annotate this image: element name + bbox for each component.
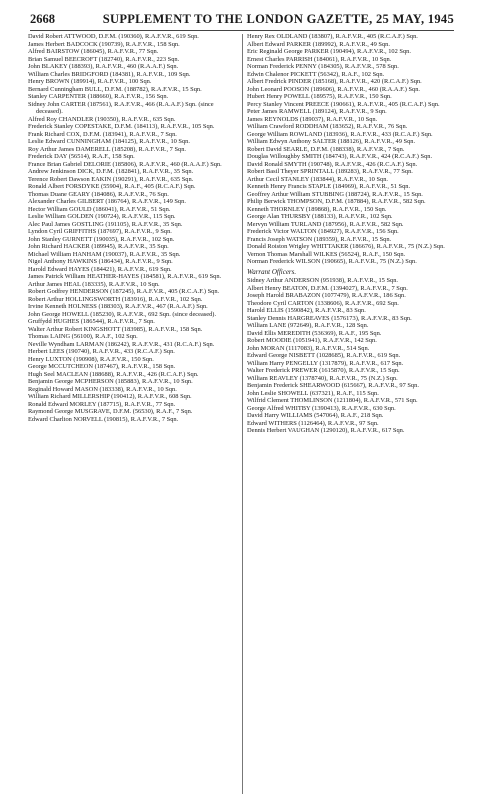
list-entry: Henry LUXTON (190908), R.A.F.V.R., 150 Sqn.	[28, 355, 154, 363]
list-entry: John MORAN (1117083), R.A.F.V.R., 514 Sqn.	[247, 344, 370, 352]
list-entry: Douglas Willoughby SMITH (184743), R.A.F.V.R., 424 (R.C.A.F.) Sqn.	[247, 153, 433, 160]
list-entry: Roy Arthur James DAMERELL (185208), R.A.F.V.R., 7 Sqn.	[28, 145, 187, 153]
page-header	[30, 12, 454, 32]
list-entry: Henry Rex OLDLAND (183807), R.A.F.V.R., 405 (R.C.A.F.) Sqn.	[247, 33, 418, 40]
list-entry: Alfred BAIRSTOW (186045), R.A.F.V.R., 77 Sqn.	[28, 48, 159, 55]
list-entry: Benjamin Frederick SHEARWOOD (615667), R.A.F.V.R., 97 Sqn.	[247, 382, 419, 389]
list-entry: Stanley CARPENTER (188660), R.A.F.V.R., 156 Sqn.	[28, 93, 169, 100]
list-entry: Harold ELLIS (1590842), R.A.F.V.R., 83 Sqn.	[247, 307, 366, 314]
list-entry: Robert David SEARLE, D.F.M. (188338), R.A.F.V.R., 7 Sqn.	[247, 145, 405, 153]
list-entry: John Stanley GURNETT (190035), R.A.F.V.R., 102 Sqn.	[28, 235, 175, 243]
list-entry: Andrew Jenkinson DICK, D.F.M. (182841), R.A.F.V.R., 35 Sqn.	[28, 168, 194, 175]
list-entry: John Richard HACKER (189945), R.A.F.V.R., 35 Sqn.	[28, 243, 169, 250]
list-entry: Wilfrid Clement THOMLINSON (1211804), R.A.F.V.R., 571 Sqn.	[247, 397, 418, 404]
list-entry: David Robert ATTWOOD, D.F.M. (190360), R.A.F.V.R., 619 Sqn.	[28, 33, 199, 40]
list-entry: Norman Frederick PENNY (184305), R.A.F.V.R., 578 Sqn.	[247, 63, 399, 70]
list-entry: Sidney Arthur ANDERSON (951938), R.A.F.V.R., 15 Sqn.	[247, 277, 398, 284]
list-entry: David Harry WILLIAMS (547064), R.A.F., 218 Sqn.	[247, 412, 384, 419]
list-entry: Theodore Cyril CARTON (1338606), R.A.F.V.R., 692 Sqn.	[247, 299, 399, 307]
list-entry: Stanley Dennis HARGREAVES (1576173), R.A.F.V.R., 83 Sqn.	[247, 314, 412, 322]
list-entry: Thomas Duane GEARY (184086), R.A.F.V.R., 76 Sqn.	[28, 190, 169, 198]
list-entry: Bernard Cunningham BULL, D.F.M. (188782), R.A.F.V.R., 15 Sqn.	[28, 85, 202, 93]
list-entry: Edward Charlton NORVELL (190815), R.A.F.V.R., 7 Sqn.	[28, 415, 179, 423]
list-entry: Robert Basil Theyer SPRINTALL (189283), R.A.F.V.R., 77 Sqn.	[247, 168, 413, 175]
list-entry: Brian Samuel BEECROFT (182740), R.A.F.V.R., 223 Sqn.	[28, 55, 180, 63]
list-entry: Robert MOODIE (1051941), R.A.F.V.R., 142 Sqn.	[247, 337, 377, 344]
list-entry: Alfred Roy CHANDLER (190350), R.A.F.V.R., 635 Sqn.	[28, 115, 176, 123]
left-column	[28, 33, 240, 423]
list-entry: Ernest Charles PARRISH (184061), R.A.F.V.R., 10 Sqn.	[247, 55, 392, 63]
list-entry: Sidney John CARTER (187561), R.A.F.V.R., 466 (R.A.A.F.) Sqn. (since deceased).	[28, 100, 214, 115]
list-entry: David Ronald SMYTH (190748), R.A.F.V.R., 426 (R.C.A.F.) Sqn.	[247, 160, 418, 168]
list-entry: James Patrick William HEATHER-HAYES (184581), R.A.F.V.R., 619 Sqn.	[28, 273, 222, 280]
list-entry: William Richard MILLERSHIP (190412), R.A.F.V.R., 608 Sqn.	[28, 393, 192, 400]
list-entry: Percy Stanley Vincent PREECE (190661), R.A.F.V.R., 405 (R.C.A.F.) Sqn.	[247, 100, 440, 108]
list-entry: George MCCUTCHEON (187467), R.A.F.V.R., 158 Sqn.	[28, 363, 176, 370]
list-entry: Robert Arthur HOLLINGSWORTH (183916), R.A.F.V.R., 102 Sqn.	[28, 295, 203, 303]
list-entry: Joseph Harold BRABAZON (1077479), R.A.F.V.R., 186 Sqn.	[247, 292, 406, 299]
list-entry: Eric Reginald George PARKER (190494), R.A.F.V.R., 102 Sqn.	[247, 48, 411, 55]
list-entry: Dennis Herbert VAUGHAN (1290120), R.A.F.V.R., 617 Sqn.	[247, 427, 405, 434]
list-entry: Irvine Kenneth HOLNESS (188303), R.A.F.V.R., 467 (R.A.A.F.) Sqn.	[28, 303, 208, 310]
list-entry: Alexander Charles GILBERT (186764), R.A.F.V.R., 149 Sqn.	[28, 198, 186, 205]
list-entry: Leslie Edward CUNNINGHAM (184125), R.A.F.V.R., 10 Sqn.	[28, 138, 190, 145]
list-entry: Kenneth Henry Francis STAPLE (184969), R.A.F.V.R., 51 Sqn.	[247, 183, 411, 190]
list-entry: Edward George NISBETT (1028685), R.A.F.V.R., 619 Sqn.	[247, 352, 401, 359]
list-entry: James REYNOLDS (189037), R.A.F.V.R., 10 Sqn.	[247, 115, 378, 123]
list-entry: Reginald Howard MASON (183338), R.A.F.V.R., 10 Sqn.	[28, 385, 177, 393]
list-entry: Albert Fredrick PINDER (185168), R.A.F.V.R., 420 (R.C.A.F.) Sqn.	[247, 78, 422, 85]
list-entry: Edward WITHERS (1126464), R.A.F.V.R., 97 Sqn.	[247, 419, 379, 427]
list-entry: George Alan THURSBY (188133), R.A.F.V.R., 102 Sqn.	[247, 213, 393, 220]
list-entry: George Alfred WHITBY (1390413), R.A.F.V.R., 630 Sqn.	[247, 404, 396, 412]
section-heading: Warrant Officers.	[247, 267, 297, 276]
list-entry: William Harry PENGELLY (1317879), R.A.F.V.R., 617 Sqn.	[247, 359, 404, 367]
right-column-list	[247, 33, 459, 266]
list-entry: Harold Edward HAYES (184421), R.A.F.V.R., 619 Sqn.	[28, 265, 172, 273]
list-entry: Albert Edward PARKER (189992), R.A.F.V.R., 49 Sqn.	[247, 40, 390, 48]
list-entry: Frederick DAY (56514), R.A.F., 158 Sqn.	[28, 153, 135, 160]
list-entry: Frederick Victor WALTON (184927), R.A.F.V.R., 156 Sqn.	[247, 228, 399, 235]
list-entry: John Leslie SHOWELL (637321), R.A.F., 115 Sqn.	[247, 389, 379, 397]
list-entry: John BLAKEY (188393), R.A.F.V.R., 460 (R.A.A.F.) Sqn.	[28, 63, 179, 70]
list-entry: William Edwyn Anthony SALTER (188126), R.A.F.V.R., 49 Sqn.	[247, 138, 416, 145]
list-entry: William REAVLEY (1378740), R.A.F.V.R., 75 (N.Z.) Sqn.	[247, 374, 398, 382]
list-entry: Norman Frederick WILSON (190665), R.A.F.V.R., 75 (N.Z.) Sqn.	[247, 258, 417, 265]
list-entry: William LANE (972649), R.A.F.V.R., 128 Sqn.	[247, 322, 369, 329]
list-entry: Hubert Henry POWELL (189575), R.A.F.V.R., 150 Sqn.	[247, 93, 392, 100]
list-entry: Michael William HANHAM (190037), R.A.F.V.R., 35 Sqn.	[28, 250, 181, 258]
list-entry: William Crawford RODDHAM (183652), R.A.F.V.R., 76 Sqn.	[247, 123, 408, 130]
list-entry: Donald Roiston Wrigley WHITTAKER (186676), R.A.F.V.R., 75 (N.Z.) Sqn.	[247, 243, 445, 250]
page-title: SUPPLEMENT TO THE LONDON GAZETTE, 25 MAY, 1945	[102, 12, 454, 26]
list-entry: Walter Arthur Robert KINGSHOTT (183985), R.A.F.V.R., 158 Sqn.	[28, 325, 203, 333]
list-entry: Frank Richard COX, D.F.M. (183941), R.A.F.V.R., 7 Sqn.	[28, 130, 177, 138]
list-entry: George William ROWLAND (183936), R.A.F.V.R., 433 (R.C.A.F.) Sqn.	[247, 130, 433, 138]
page-number: 2668	[30, 12, 55, 26]
list-entry: Robert Godfrey HENDERSON (187245), R.A.F.V.R., 405 (R.C.A.F.) Sqn.	[28, 288, 220, 295]
list-entry: Terence Robert Dawson EAKIN (190291), R.A.F.V.R., 635 Sqn.	[28, 175, 194, 183]
list-entry: Peter James RAMWELL (189124), R.A.F.V.R., 9 Sqn.	[247, 108, 387, 115]
list-entry: Hector William GOULD (186041), R.A.F.V.R., 51 Sqn.	[28, 205, 171, 213]
list-entry: John George HOWELL (185230), R.A.F.V.R., 692 Sqn. (since deceased).	[28, 310, 217, 318]
list-entry: Ronald Albert FORSDYKE (55904), R.A.F., 405 (R.C.A.F.) Sqn.	[28, 183, 196, 190]
list-entry: Walter Frederick PREWER (1615870), R.A.F.V.R., 15 Sqn.	[247, 367, 400, 374]
list-entry: Kenneth THORNLEY (189868), R.A.F.V.R., 150 Sqn.	[247, 205, 387, 213]
list-entry: Leslie William GOLDEN (190724), R.A.F.V.R., 115 Sqn.	[28, 213, 176, 220]
list-entry: Thomas LAING (56100), R.A.F., 102 Sqn.	[28, 333, 138, 340]
list-entry: David Ellis MEREDITH (536369), R.A.F., 195 Sqn.	[247, 329, 382, 337]
list-entry: France Brian Gabriel DELORIE (185806), R.A.F.V.R., 460 (R.A.A.F.) Sqn.	[28, 160, 222, 168]
list-entry: William Charles BRIDGFORD (184381), R.A.F.V.R., 109 Sqn.	[28, 70, 191, 78]
list-entry: Nigel Anthony HAWKINS (186434), R.A.F.V.R., 9 Sqn.	[28, 258, 173, 265]
list-entry: Geoffrey Arthur William STUBBING (188724), R.A.F.V.R., 15 Sqn.	[247, 190, 423, 198]
list-entry: Gruffydd HUGHES (186544), R.A.F.V.R., 7 Sqn.	[28, 318, 155, 325]
list-entry: Benjamin George MCPHERSON (185883), R.A.F.V.R., 10 Sqn.	[28, 378, 193, 385]
list-entry: Vernon Thomas Marshall WILKES (56524), R.A.F., 150 Sqn.	[247, 250, 406, 258]
warrant-officers-list	[247, 277, 459, 435]
list-entry: Arthur James HEAL (183335), R.A.F.V.R., 10 Sqn.	[28, 280, 160, 288]
column-divider	[242, 34, 243, 794]
list-entry: Mervyn William TURLAND (187956), R.A.F.V.R., 582 Sqn.	[247, 220, 404, 228]
header-rule	[30, 30, 454, 31]
list-entry: Frederick Stanley COPESTAKE, D.F.M. (184113), R.A.F.V.R., 105 Sqn.	[28, 123, 215, 130]
list-entry: Raymond George MUSGRAVE, D.F.M. (56530), R.A.F., 7 Sqn.	[28, 408, 193, 415]
list-entry: Alec Paul James GOSTLING (191105), R.A.F.V.R., 35 Sqn.	[28, 220, 183, 228]
list-entry: Herbert LEES (190740), R.A.F.V.R., 433 (R.C.A.F.) Sqn.	[28, 348, 175, 355]
list-entry: Albert Henry BEATON, D.F.M. (1394027), R.A.F.V.R., 7 Sqn.	[247, 284, 408, 292]
list-entry: Ronald Edward MORLEY (187715), R.A.F.V.R., 77 Sqn.	[28, 400, 176, 408]
list-entry: James Herbert BADCOCK (190739), R.A.F.V.R., 158 Sqn.	[28, 40, 180, 48]
list-entry: Hugh Seel MACLEAN (188688), R.A.F.V.R., 426 (R.C.A.F.) Sqn.	[28, 370, 199, 378]
list-entry: Neville Wyndham LARMAN (186242), R.A.F.V.R., 431 (R.C.A.F.) Sqn.	[28, 340, 215, 348]
list-entry: Arthur Cecil STANLEY (183844), R.A.F.V.R., 10 Sqn.	[247, 175, 388, 183]
list-entry: Lyndon Cyril GRIFFITHS (187697), R.A.F.V.R., 9 Sqn.	[28, 228, 172, 235]
list-entry: Henry BROWN (189914), R.A.F.V.R., 100 Sqn.	[28, 78, 152, 85]
list-entry: Francis Joseph WATSON (189359), R.A.F.V.R., 15 Sqn.	[247, 235, 392, 243]
list-entry: John Leonard POOSON (189606), R.A.F.V.R., 460 (R.A.A.F.) Sqn.	[247, 85, 421, 93]
right-column	[247, 33, 459, 435]
list-entry: Edwin Chalenor PICKETT (56342), R.A.F., 102 Sqn.	[247, 70, 385, 78]
list-entry: Philip Berwick THOMPSON, D.F.M. (187884), R.A.F.V.R., 582 Sqn.	[247, 198, 426, 205]
